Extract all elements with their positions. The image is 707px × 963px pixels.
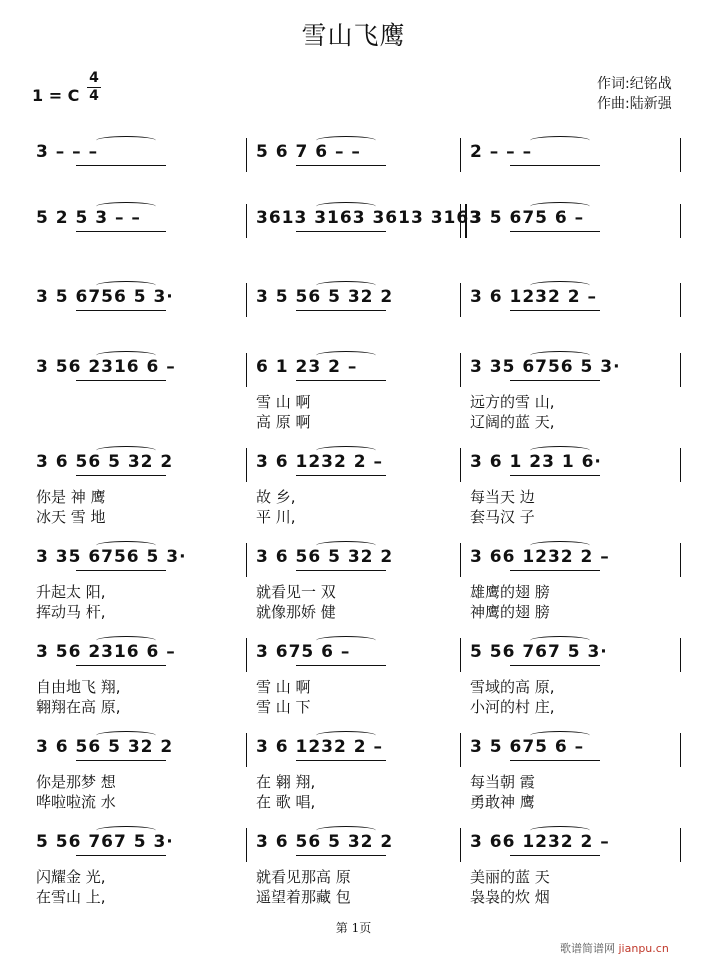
slur-arc [316,541,376,550]
stave-row [30,283,686,323]
measure-notes: 2 – – – [470,142,533,162]
measure-notes: 3613 3163 3613 3163 [256,208,483,228]
slur-arc [530,541,590,550]
lyric-line-2: 挥动马 杆, [36,603,106,621]
bar-line [460,733,461,767]
measure-notes: 3 66 1232 2 – [470,547,610,567]
slur-arc [530,731,590,740]
slur-arc [96,202,156,211]
measure-notes: 3 5 675 6 – [470,737,585,757]
stave-row [30,828,686,906]
bar-line [246,353,247,387]
slur-arc [316,731,376,740]
key-signature: 1 = C [32,86,80,105]
beam-line [296,231,386,232]
beam-line [76,310,166,311]
bar-line [460,638,461,672]
beam-line [76,165,166,166]
bar-line [246,448,247,482]
bar-line [460,448,461,482]
measure-notes: 3 6 56 5 32 2 [256,832,394,852]
slur-arc [96,541,156,550]
beam-line [296,855,386,856]
slur-arc [96,351,156,360]
lyric-line-1: 就看见那高 原 [256,868,351,886]
lyric-line-2: 神鹰的翅 膀 [470,603,550,621]
lyric-line-2: 在 歌 唱, [256,793,316,811]
slur-arc [316,202,376,211]
lyric-line-1: 你是那梦 想 [36,773,116,791]
lyric-line-2: 袅袅的炊 烟 [470,888,550,906]
measure-notes: 6 1 23 2 – [256,357,358,377]
stave-row [30,138,686,178]
slur-arc [530,636,590,645]
slur-arc [96,636,156,645]
beam-line [76,475,166,476]
beam-line [296,665,386,666]
beam-line [510,380,600,381]
lyric-line-1: 美丽的蓝 天 [470,868,550,886]
bar-line [460,283,461,317]
measure-notes: 5 56 767 5 3· [470,642,608,662]
composer: 作曲:陆新强 [597,96,672,112]
lyric-line-2: 平 川, [256,508,296,526]
slur-arc [316,636,376,645]
stave-row [30,543,686,621]
measure-notes: 3 35 6756 5 3· [470,357,621,377]
lyric-line-1: 每当天 边 [470,488,535,506]
beam-line [296,475,386,476]
beam-line [296,380,386,381]
bar-line [246,638,247,672]
stave-row [30,204,686,244]
beam-line [510,760,600,761]
slur-arc [530,351,590,360]
bar-line [460,353,461,387]
lyric-line-2: 辽阔的蓝 天, [470,413,555,431]
bar-line [680,204,681,238]
lyric-line-1: 故 乡, [256,488,296,506]
beam-line [296,760,386,761]
lyric-line-2: 翱翔在高 原, [36,698,121,716]
slur-arc [316,281,376,290]
lyric-line-1: 雪 山 啊 [256,393,311,411]
watermark-text: 歌谱简谱网 [560,942,615,955]
lyric-line-2: 哗啦啦流 水 [36,793,116,811]
slur-arc [316,446,376,455]
lyric-line-2: 小河的村 庄, [470,698,555,716]
beam-line [510,475,600,476]
measure-notes: 3 675 6 – [256,642,351,662]
lyric-line-2: 冰天 雪 地 [36,508,106,526]
slur-arc [316,136,376,145]
bar-line [680,448,681,482]
beam-line [76,231,166,232]
stave-row [30,733,686,811]
measure-notes: 5 6 7 6 – – [256,142,361,162]
lyric-line-1: 雄鹰的翅 膀 [470,583,550,601]
lyric-line-1: 升起太 阳, [36,583,106,601]
lyric-line-1: 闪耀金 光, [36,868,106,886]
slur-arc [530,826,590,835]
bar-line [680,828,681,862]
measure-notes: 3 66 1232 2 – [470,832,610,852]
bar-line [680,138,681,172]
beam-line [296,165,386,166]
bar-line [460,204,467,238]
lyric-line-1: 雪域的高 原, [470,678,555,696]
page-title: 雪山飞鹰 [301,21,406,50]
measure-notes: 5 56 767 5 3· [36,832,174,852]
bar-line [460,543,461,577]
slur-arc [96,281,156,290]
measure-notes: 3 – – – [36,142,99,162]
lyric-line-1: 在 翱 翔, [256,773,316,791]
lyric-line-1: 你是 神 鹰 [36,488,106,506]
slur-arc [316,826,376,835]
bar-line [680,638,681,672]
lyric-line-1: 每当朝 霞 [470,773,535,791]
lyric-line-2: 就像那娇 健 [256,603,336,621]
beam-line [510,855,600,856]
slur-arc [530,281,590,290]
time-sig-bottom: 4 [89,88,99,104]
lyric-line-2: 雪 山 下 [256,698,311,716]
stave-row [30,448,686,526]
beam-line [510,665,600,666]
bar-line [246,733,247,767]
beam-line [76,380,166,381]
time-sig-top: 4 [89,70,99,86]
measure-notes: 3 6 56 5 32 2 [36,452,174,472]
beam-line [76,760,166,761]
lyric-line-2: 勇敢神 鹰 [470,793,535,811]
time-signature [86,70,102,105]
beam-line [76,855,166,856]
lyric-line-2: 高 原 啊 [256,413,311,431]
bar-line [680,283,681,317]
measure-notes: 3 6 56 5 32 2 [256,547,394,567]
bar-line [246,828,247,862]
measure-notes: 3 6 56 5 32 2 [36,737,174,757]
beam-line [510,165,600,166]
stave-row [30,638,686,716]
slur-arc [530,202,590,211]
measure-notes: 3 6 1232 2 – [256,737,383,757]
measure-notes: 3 56 2316 6 – [36,642,176,662]
watermark-site: jianpu.cn [618,942,669,955]
slur-arc [96,826,156,835]
bar-line [246,283,247,317]
slur-arc [530,446,590,455]
beam-line [296,570,386,571]
slur-arc [96,446,156,455]
bar-line [680,733,681,767]
lyric-line-1: 就看见一 双 [256,583,336,601]
slur-arc [530,136,590,145]
beam-line [510,570,600,571]
measure-notes: 3 5 6756 5 3· [36,287,174,307]
lyricist: 作词:纪铭战 [597,76,672,92]
credits [597,74,672,114]
bar-line [680,543,681,577]
bar-line [246,138,247,172]
beam-line [510,310,600,311]
measure-notes: 3 35 6756 5 3· [36,547,187,567]
lyric-line-2: 套马汉 子 [470,508,535,526]
slur-arc [316,351,376,360]
measure-notes: 3 6 1 23 1 6· [470,452,602,472]
lyric-line-1: 远方的雪 山, [470,393,555,411]
page-number: 第 1页 [335,921,372,935]
measure-notes: 3 56 2316 6 – [36,357,176,377]
slur-arc [96,731,156,740]
bar-line [246,204,247,238]
measure-notes: 3 5 56 5 32 2 [256,287,394,307]
measure-notes: 3 5 675 6 – [470,208,585,228]
measure-notes: 5 2 5 3 – – [36,208,141,228]
measure-notes: 3 6 1232 2 – [470,287,597,307]
beam-line [296,310,386,311]
beam-line [76,570,166,571]
lyric-line-2: 遥望着那藏 包 [256,888,351,906]
beam-line [76,665,166,666]
bar-line [246,543,247,577]
lyric-line-2: 在雪山 上, [36,888,106,906]
lyric-line-1: 自由地飞 翔, [36,678,121,696]
watermark [560,940,669,956]
measure-notes: 3 6 1232 2 – [256,452,383,472]
stave-row [30,353,686,431]
slur-arc [96,136,156,145]
bar-line [680,353,681,387]
bar-line [460,828,461,862]
lyric-line-1: 雪 山 啊 [256,678,311,696]
bar-line [460,138,461,172]
beam-line [510,231,600,232]
